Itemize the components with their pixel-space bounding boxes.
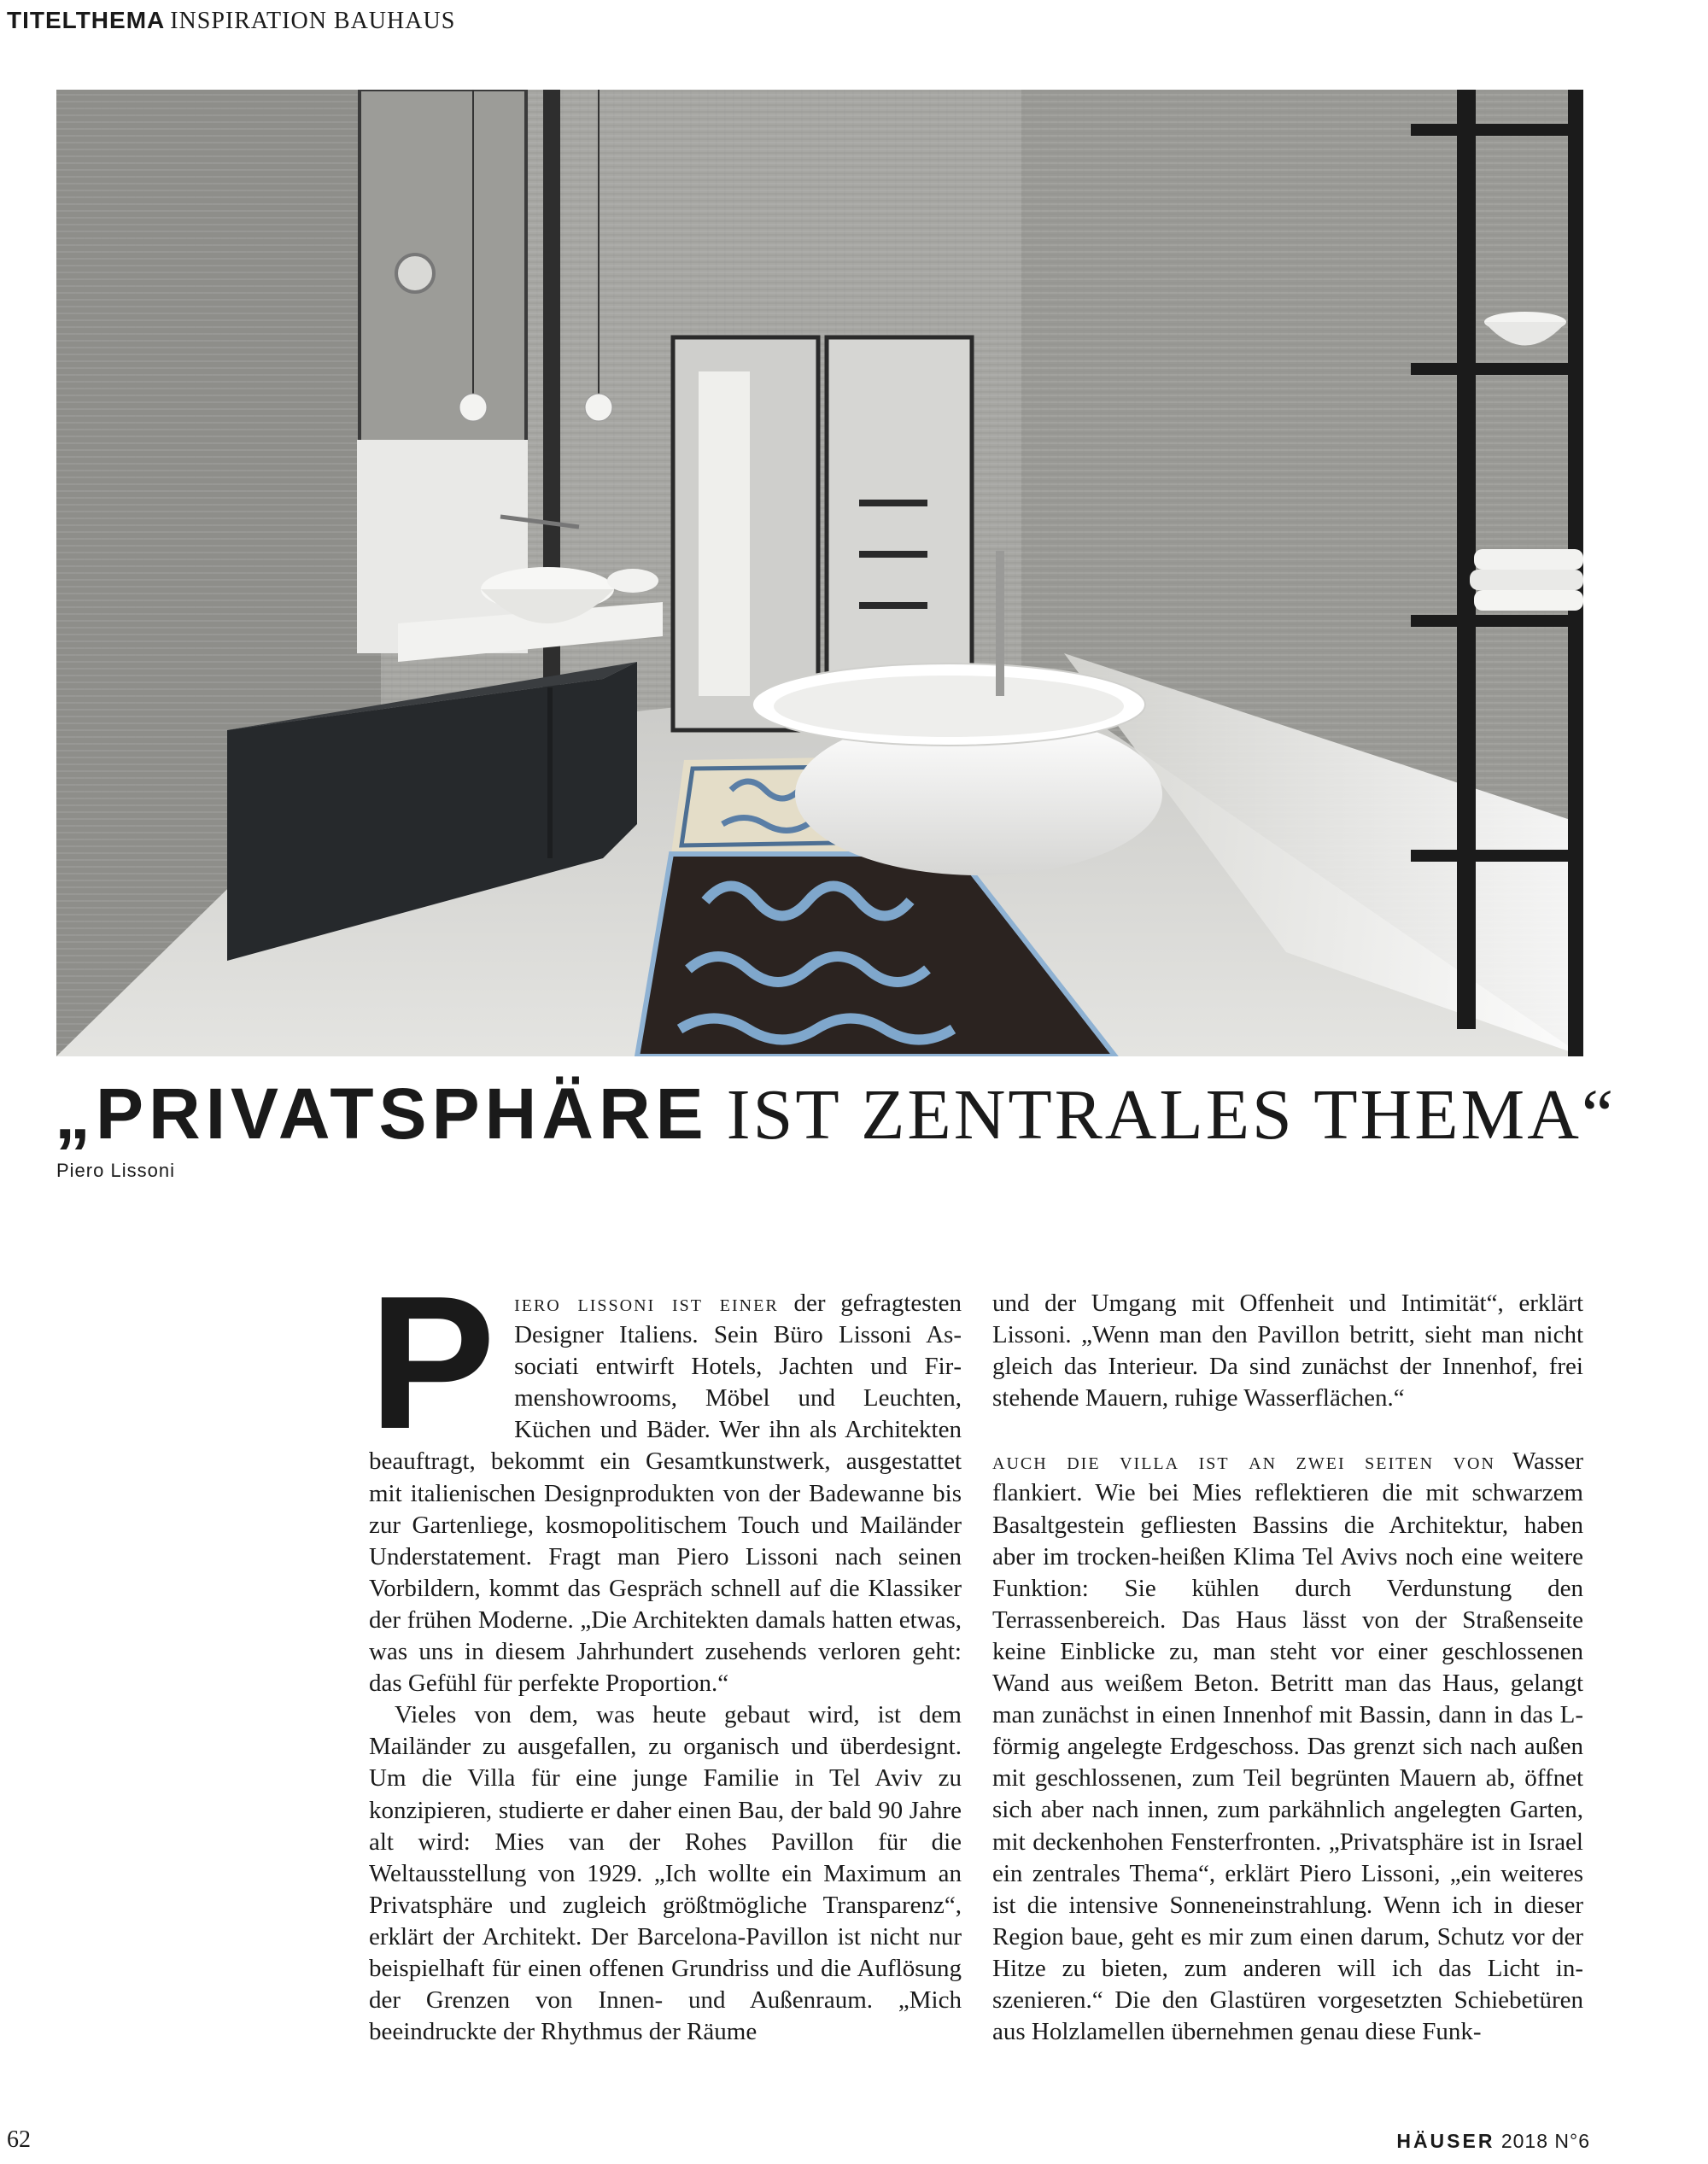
footer-masthead [1396,2130,1590,2153]
paragraph [992,1446,1583,2048]
paragraph-spacer [992,1414,1583,1446]
headline-serif: IST ZENTRALES THEMA“ [726,1075,1617,1155]
running-head [7,7,455,35]
headline [55,1073,1617,1155]
article-column-right [992,1288,1583,2048]
article-column-left [369,1257,962,2048]
byline: Piero Lissoni [56,1160,175,1181]
paragraph: und der Umgang mit Offenheit und Intimität“, erklärt Lissoni. „Wenn man den Pavillon betritt, sieht man nicht gleich das Interieur. Da sind zunächst der Innenhof, frei stehende Mauern, ruhige Wasserflächen.“ [992,1290,1583,1412]
headline-bold: „PRIVATSPHÄRE [55,1073,709,1154]
topic-label: INSPIRATION BAUHAUS [170,8,456,34]
paragraph-text: der gefragtesten Designer Italiens. Sein Büro Lissoni Associati entwirft Hotels, Jachten und Firmenshowrooms, Möbel und Leuchten, Küchen und Bäder. Wer ihn als Architekten beauftragt, bekommt ein Gesamtkunstwerk, ausgestattet mit italienischen Designprodukten von der Badewanne bis zur Gartenliege, kosmopolitischem Touch und Mailänder Understatement. Fragt man Piero Lissoni nach seinen Vorbildern, kommt das Gespräch schnell auf die Klassiker der frühen Moderne. „Die Architekten damals hatten etwas, was uns in diesem Jahrhundert zusehends verloren geht: das Gefühl für perfekte Proportion.“ [369,1290,962,1698]
issue-info: 2018 N°6 [1500,2130,1590,2152]
drop-cap: P [369,1257,496,1469]
magazine-name: HÄUSER [1396,2130,1495,2152]
lead-in: iero lissoni ist einer [514,1290,779,1317]
bathroom-photo [56,90,1583,1056]
section-label: TITELTHEMA [7,7,166,33]
paragraph: Vieles von dem, was heute gebaut wird, ist dem Mailänder zu ausgefallen, zu organisch und überdesignt. Um die Villa für eine junge Familie in Tel Aviv zu konzipieren, studierte er daher einen Bau, der bald 90 Jahre alt wird: Mies van der Rohes Pavillon für die Weltausstellung von 1929. „Ich wollte ein Maximum an Privatsphäre und zugleich größtmögliche Transparenz“, erklärt der Architekt. Der Barcelona-Pavillon ist nicht nur beispielhaft für einen offenen Grundriss und die Auflösung der Grenzen von Innen- und Außenraum. „Mich beeindruckte der Rhythmus der Räume [369,1701,962,2046]
paragraph [369,1257,962,1699]
paragraph-text: Wasser flankiert. Wie bei Mies reflektieren die mit schwarzem Basaltgestein gefliesten Bassins die Architektur, haben aber im trocken-heißen Klima Tel Avivs noch eine weitere Funktion: Sie kühlen durch Verdunstung den Terrassenbereich. Das Haus lässt von der Straßenseite keine Einblicke zu, man steht vor einer geschlossenen Wand aus weißem Beton. Betritt man das Haus, gelangt man zunächst in einen Innenhof mit Bassin, dann in das L-förmig angelegte Erdgeschoss. Das grenzt sich nach außen mit geschlossenen, zum Teil begrünten Mauern ab, öffnet sich aber nach innen, zum parkähnlich angelegten Garten, mit deckenhohen Fensterfronten. „Privatsphäre ist in Israel ein zentrales Thema“, erklärt Piero Lissoni, „ein weiteres ist die intensive Sonneneinstrahlung. Wenn ich in dieser Region baue, geht es mir zum einen darum, Schutz vor der Hitze zu bieten, zum anderen will ich das Licht inszenieren.“ Die den Glastüren vorgesetzten Schiebetüren aus Holzlamellen übernehmen genau diese Funk- [992,1448,1583,2046]
lead-in: auch die villa ist an zwei seiten von [992,1448,1495,1476]
page-number: 62 [7,2126,31,2153]
